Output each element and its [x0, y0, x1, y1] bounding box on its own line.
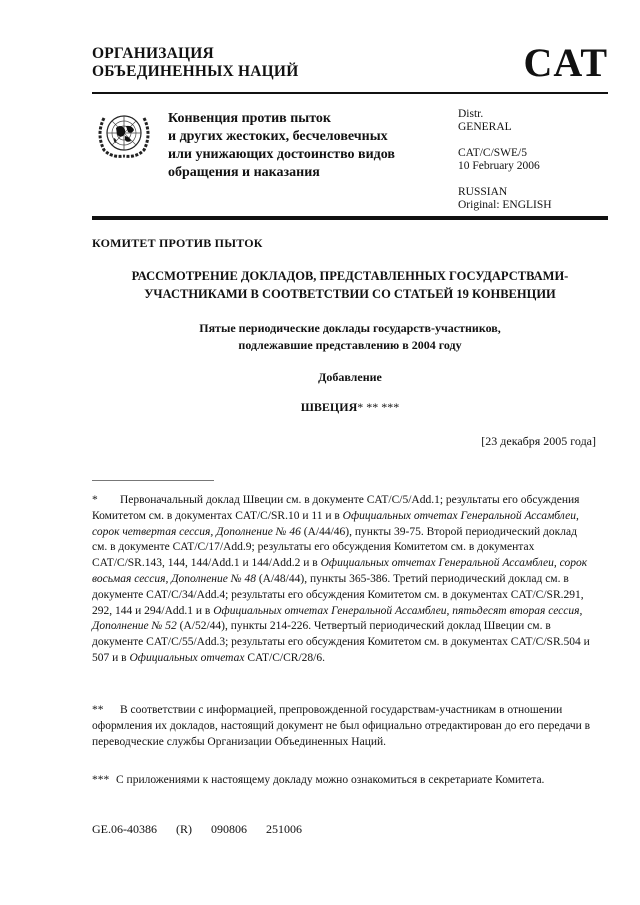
footnote-text: С приложениями к настоящему докладу можно ознакомиться в секретариате Комитета.	[116, 774, 545, 786]
addendum-heading: Добавление	[318, 370, 382, 384]
footnote-3	[92, 773, 592, 789]
distribution-label: Distr.	[458, 108, 484, 120]
submission-date: [23 декабря 2005 года]	[481, 434, 596, 448]
convention-title	[168, 110, 395, 182]
main-title-line: РАССМОТРЕНИЕ ДОКЛАДОВ, ПРЕДСТАВЛЕННЫХ ГОСУДАРСТВАМИ-	[131, 269, 569, 283]
footnote-citation-italic: Официальных отчетах Генеральной Ассамблеи, сорок четвертая сессия, Дополнение № 46	[92, 509, 579, 538]
un-emblem-icon	[94, 108, 154, 160]
footnote-marker: *	[92, 494, 98, 506]
footnote-text: (A/48/44), пункты 365-386. Третий периодический доклад см. в документе CAT/C/34/Add.4; результаты его обсуждения Комитетом см. в документах CAT/C/SR.291, 292, 144 и 294/Add.1 и в	[92, 572, 584, 617]
convention-title-line: Конвенция против пыток	[168, 111, 331, 126]
footnote-marker: ***	[92, 774, 110, 786]
header-top-rule	[92, 92, 608, 94]
document-date: 10 February 2006	[458, 160, 540, 172]
convention-title-line: или унижающих достоинство видов	[168, 147, 395, 162]
organization-name-line-2: ОБЪЕДИНЕННЫХ НАЦИЙ	[92, 63, 299, 80]
footnote-text: CAT/C/CR/28/6.	[244, 651, 325, 664]
distribution-value: GENERAL	[458, 121, 512, 133]
footnote-marker: **	[92, 704, 104, 716]
footnote-citation-italic: Официальных отчетах Генеральной Ассамблеи, сорок восьмая сессия, Дополнение № 48	[92, 557, 588, 585]
subtitle-line: подлежавшие представлению в 2004 году	[238, 338, 462, 352]
convention-title-line: и других жестоких, бесчеловечных	[168, 129, 388, 144]
organization-name-line-1: ОРГАНИЗАЦИЯ	[92, 45, 214, 62]
document-symbol: CAT/C/SWE/5	[458, 147, 528, 159]
footnote-1	[92, 493, 592, 667]
job-date-2: 251006	[266, 822, 302, 836]
subtitle	[92, 320, 608, 354]
distribution-block	[458, 108, 552, 212]
job-date-1: 090806	[211, 822, 247, 836]
footnote-text: (A/44/46), пункты 39-75. Второй периодический доклад см. в документе CAT/C/17/Add.9; результаты его обсуждения Комитетом см. в документах CAT/C/SR.143, 144, 144/Add.1 и 144/Add.2 и в	[92, 525, 577, 570]
country-name: ШВЕЦИЯ	[300, 400, 358, 414]
subtitle-line: Пятые периодические доклады государств-участников,	[199, 321, 501, 335]
footnote-marks: * ** ***	[357, 400, 400, 414]
footnote-text: Первоначальный доклад Швеции см. в документе CAT/C/5/Add.1; результаты его обсуждения Комитетом см. в документах CAT/C/SR.10 и 11 и в	[92, 494, 580, 522]
original-language: Original: ENGLISH	[458, 199, 552, 211]
footnote-citation-italic: Официальных отчетах Генеральной Ассамблеи, пятьдесят вторая сессия, Дополнение № 52	[92, 604, 583, 633]
committee-heading: КОМИТЕТ ПРОТИВ ПЫТОК	[92, 236, 263, 250]
footnote-separator	[92, 480, 214, 481]
convention-title-line: обращения и наказания	[168, 165, 320, 180]
document-series-symbol: CAT	[523, 40, 608, 85]
footnote-text: (A/52/44), пункты 214-226. Четвертый периодический доклад Швеции см. в документе CAT/C/55/Add.3; результаты его обсуждения Комитетом см. в документах CAT/C/SR.504 и 507 и в	[92, 620, 590, 664]
country-heading	[92, 400, 608, 415]
footnote-2	[92, 703, 592, 750]
footnote-text: В соответствии с информацией, препровожденной государствам-участникам в отношении оформления их докладов, настоящий документ не был официально отредактирован до его передачи в переводческие службы Организации Объединенных Наций.	[92, 704, 591, 748]
job-language: (R)	[176, 822, 192, 836]
main-title	[92, 267, 608, 303]
organization-name	[92, 45, 298, 81]
main-title-line: УЧАСТНИКАМИ В СООТВЕТСТВИИ СО СТАТЬЕЙ 19 КОНВЕНЦИИ	[144, 287, 556, 301]
footnote-citation-italic: Официальных отчетах	[129, 651, 245, 664]
document-language: RUSSIAN	[458, 186, 508, 198]
job-code: GE.06-40386	[92, 822, 157, 836]
job-number	[92, 822, 316, 837]
header-bottom-rule	[92, 216, 608, 220]
